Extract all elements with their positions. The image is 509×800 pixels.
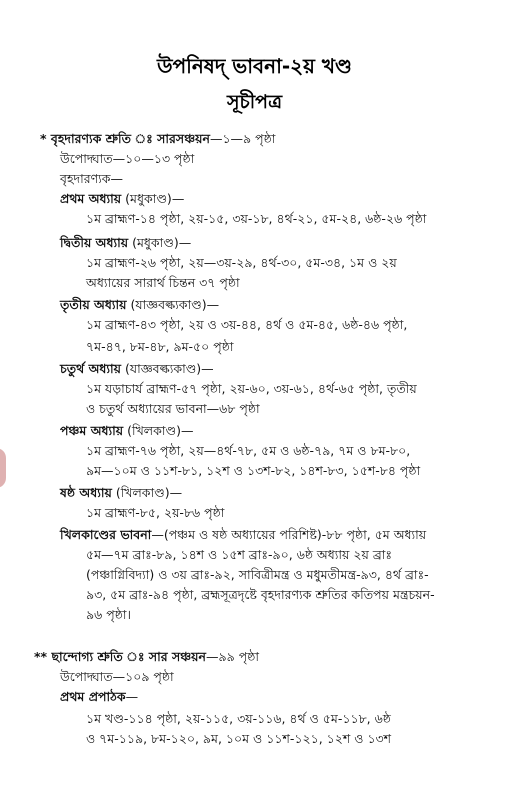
toc-text: ১ম ব্রাহ্মণ-২৬ পৃষ্ঠা, ২য়—৩য়-২৯, ৪র্থ-৩০, ৫ম-৩৪, ১ম ও ২য়: [86, 255, 397, 270]
toc-line: [86, 462, 420, 480]
toc-line: [86, 566, 429, 584]
toc-line: [86, 442, 410, 460]
toc-text: (পঞ্চাগ্নিবিদ্যা) ও ৩য় ব্রাঃ-৯২, সাবিত্রীমন্ত্র ও মধুমতীমন্ত্র-৯৩, ৪র্থ ব্রাঃ-: [86, 567, 429, 582]
toc-line: [60, 422, 193, 440]
toc-line: [86, 254, 397, 272]
toc-line: [86, 730, 391, 748]
toc-text: —১—৯ পৃষ্ঠা: [209, 131, 276, 146]
section-heading: তৃতীয় অধ্যায়: [60, 297, 127, 312]
section-heading: প্রথম অধ্যায়: [60, 191, 122, 206]
toc-line: [60, 360, 214, 378]
toc-line: [86, 586, 435, 604]
toc-text: ১ম ব্রাহ্মণ-৮৫, ২য়-৮৬ পৃষ্ঠা: [86, 505, 225, 520]
toc-line: [86, 380, 417, 398]
toc-text: —৯৯ পৃষ্ঠা: [206, 649, 259, 664]
toc-text: ৯৩, ৫ম ব্রাঃ-৯৪ পৃষ্ঠা, ব্রহ্মসূত্রদৃষ্টে বৃহদারণ্যক শ্রুতির কতিপয় মন্ত্রচয়ন-: [86, 587, 435, 602]
section-heading: খিলকাণ্ডের ভাবনা: [60, 527, 152, 542]
toc-line: [60, 484, 182, 502]
toc-line: [60, 234, 191, 252]
toc-line: [60, 150, 194, 168]
toc-line: [86, 546, 392, 564]
toc-text: ৯ম—১০ম ও ১১শ-৮১, ১২শ ও ১৩শ-৮২, ১৪শ-৮৩, ১৫শ-৮৪ পৃষ্ঠা: [86, 463, 421, 478]
toc-line: [34, 648, 259, 666]
toc-text: (খিলকাণ্ড)—: [123, 423, 194, 438]
toc-heading: সূচীপত্র: [226, 91, 283, 113]
toc-text: (মধুকাণ্ড)—: [121, 191, 185, 206]
toc-text: ৭ম-৪৭, ৮ম-৪৮, ৯ম-৫০ পৃষ্ঠা: [86, 339, 234, 354]
toc-line: [60, 668, 174, 686]
section-heading: দ্বিতীয় অধ্যায়: [60, 235, 129, 250]
section-heading: পঞ্চম অধ্যায়: [60, 423, 124, 438]
toc-line: [86, 338, 234, 356]
toc-line: [60, 526, 426, 544]
toc-line: [86, 606, 131, 624]
toc-line: [86, 210, 426, 228]
toc-text: ৯৬ পৃষ্ঠা।: [86, 607, 131, 622]
toc-text: অধ্যায়ের সারার্থ চিন্তন ৩৭ পৃষ্ঠা: [86, 275, 240, 290]
section-heading: ষষ্ঠ অধ্যায়: [60, 485, 112, 500]
page-title: উপনিষদ্ ভাবনা-২য় খণ্ড: [156, 54, 353, 78]
toc-text: ৫ম—৭ম ব্রাঃ-৮৯, ১৪শ ও ১৫শ ব্রাঃ-৯০, ৬ষ্ঠ অধ্যায় ২য় ব্রাঃ: [86, 547, 392, 562]
toc-text: ও ৭ম-১১৯, ৮ম-১২০, ৯ম, ১০ম ও ১১শ-১২১, ১২শ ও ১৩শ: [86, 731, 392, 746]
toc-line: [60, 190, 184, 208]
toc-text: (খিলকাণ্ড)—: [111, 485, 183, 500]
toc-text: ১ম খণ্ড-১১৪ পৃষ্ঠা, ২য়-১১৫, ৩য়-১১৬, ৪র্থ ও ৫ম-১১৮, ৬ষ্ঠ: [86, 711, 391, 726]
toc-text: উপোদ্ঘাত—১০—১৩ পৃষ্ঠা: [60, 151, 195, 166]
toc-text: —(পঞ্চম ও ষষ্ঠ অধ্যায়ের পরিশিষ্ট)-৮৮ পৃষ্ঠা, ৫ম অধ্যায়: [151, 527, 427, 542]
toc-text: ১ম যড়াচার্য ব্রাহ্মণ-৫৭ পৃষ্ঠা, ২য়-৬০, ৩য়-৬১, ৪র্থ-৬৫ পৃষ্ঠা, তৃতীয়: [86, 381, 417, 396]
toc-text: ১ম ব্রাহ্মণ-৪৩ পৃষ্ঠা, ২য় ও ৩য়-৪৪, ৪র্থ ও ৫ম-৪৫, ৬ষ্ঠ-৪৬ পৃষ্ঠা,: [86, 317, 408, 332]
toc-text: —: [125, 689, 139, 704]
toc-text: ১ম ব্রাহ্মণ-৭৬ পৃষ্ঠা, ২য়—৪র্থ-৭৮, ৫ম ও ৬ষ্ঠ-৭৯, ৭ম ও ৮ম-৮০,: [86, 443, 411, 458]
toc-line: [86, 316, 407, 334]
toc-text: (মধুকাণ্ড)—: [128, 235, 192, 250]
toc-line: [40, 130, 275, 148]
toc-line: [86, 400, 260, 418]
toc-line: [86, 710, 391, 728]
toc-line: [60, 688, 138, 706]
section-heading: বৃহদারণ্যক শ্রুতি ঃ সারসঞ্চয়ন: [50, 131, 210, 146]
toc-text: (যাজ্ঞবল্ক্যকাণ্ড)—: [121, 361, 214, 376]
toc-text: ও চতুর্থ অধ্যায়ের ভাবনা—৬৮ পৃষ্ঠা: [86, 401, 260, 416]
toc-line: [86, 504, 224, 522]
section-heading: চতুর্থ অধ্যায়: [60, 361, 122, 376]
toc-line: [60, 170, 123, 188]
toc-text: বৃহদারণ্যক—: [60, 171, 124, 186]
toc-text: ১ম ব্রাহ্মণ-১৪ পৃষ্ঠা, ২য়-১৫, ৩য়-১৮, ৪র্থ-২১, ৫ম-২৪, ৬ষ্ঠ-২৬ পৃষ্ঠা: [86, 211, 427, 226]
asterisk-marker: *: [40, 131, 51, 146]
asterisk-marker: **: [34, 649, 52, 664]
toc-line: [86, 274, 240, 292]
section-heading: প্রথম প্রপাঠক: [60, 689, 126, 704]
section-heading: ছান্দোগ্য শ্রুতি ঃ সার সঞ্চয়ন: [51, 649, 207, 664]
toc-text: উপোদ্ঘাত—১০৯ পৃষ্ঠা: [60, 669, 174, 684]
toc-line: [60, 296, 219, 314]
toc-text: (যাজ্ঞবল্ক্যকাণ্ড)—: [126, 297, 220, 312]
